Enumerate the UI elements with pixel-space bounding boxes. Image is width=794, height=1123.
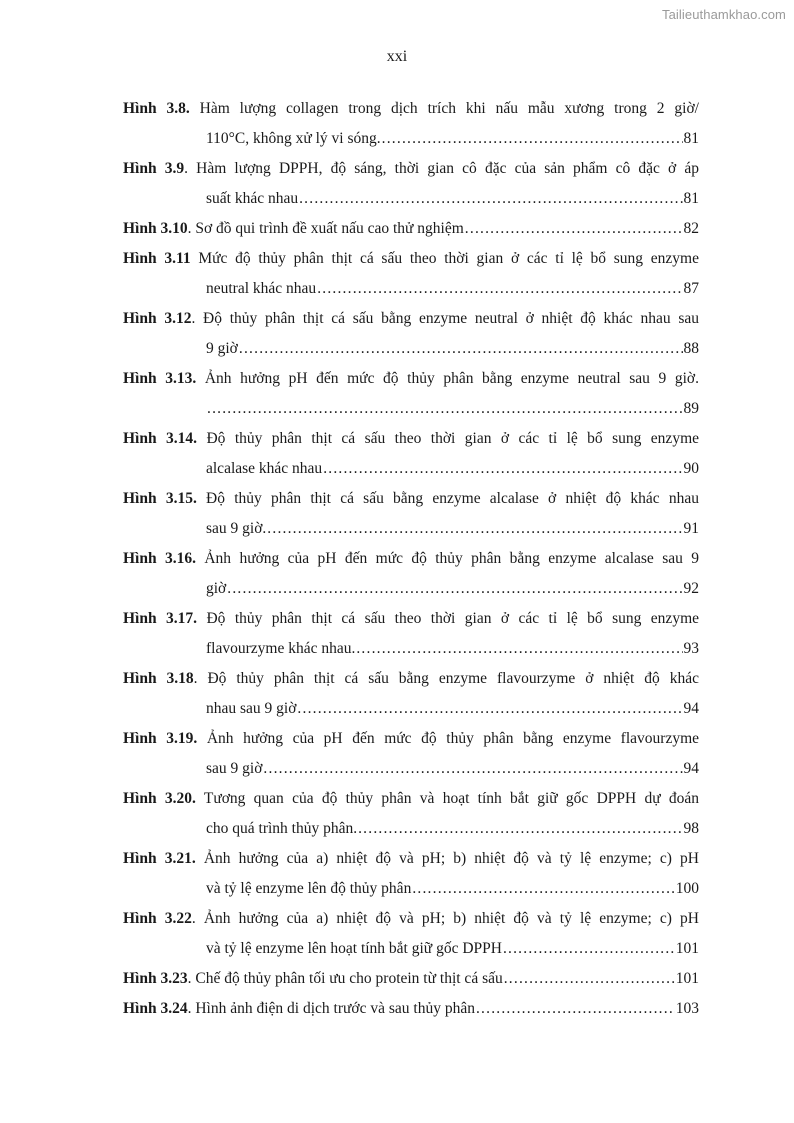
entry-first-line: [123, 664, 699, 694]
entry-continuation-line: [123, 694, 699, 724]
dot-leader: [263, 754, 682, 784]
figure-caption-continued: cho quá trình thủy phân.: [206, 820, 358, 837]
entry-first-line: [123, 484, 699, 514]
figure-label: Hình 3.21.: [123, 850, 196, 867]
figure-list: [123, 94, 699, 1024]
figure-caption: . Chế độ thủy phân tối ưu cho protein từ thịt cá sấu: [187, 970, 503, 987]
figure-label: Hình 3.22: [123, 910, 192, 927]
entry-first-line: [123, 424, 699, 454]
toc-entry-3-17[interactable]: [123, 604, 699, 664]
entry-continuation-line: [123, 634, 699, 664]
watermark: Tailieuthamkhao.com: [661, 7, 786, 22]
figure-label: Hình 3.19.: [123, 730, 198, 747]
toc-entry-3-18[interactable]: [123, 664, 699, 724]
page-ref: 87: [683, 280, 699, 297]
figure-caption: . Độ thủy phân thịt cá sấu bằng enzyme flavourzyme ở nhiệt độ khác: [193, 670, 699, 687]
page-ref: 89: [683, 400, 699, 417]
figure-caption: Ảnh hưởng pH đến mức độ thủy phân bằng enzyme neutral sau 9 giờ.: [196, 370, 699, 387]
toc-entry-3-8[interactable]: [123, 94, 699, 154]
dot-leader: [504, 964, 675, 994]
dot-leader: [356, 634, 682, 664]
dot-leader: [317, 274, 682, 304]
dot-leader: [227, 574, 682, 604]
page-ref: 82: [683, 220, 699, 237]
figure-label: Hình 3.18: [123, 670, 194, 687]
figure-label: Hình 3.20.: [123, 790, 196, 807]
figure-caption: Độ thủy phân thịt cá sấu theo thời gian ở các tỉ lệ bổ sung enzyme: [197, 430, 699, 447]
page-ref: 81: [683, 190, 699, 207]
figure-caption-continued: nhau sau 9 giờ: [206, 700, 297, 717]
toc-entry-3-19[interactable]: [123, 724, 699, 784]
toc-entry-3-20[interactable]: [123, 784, 699, 844]
entry-first-line: [123, 154, 699, 184]
figure-caption: Độ thủy phân thịt cá sấu theo thời gian ở các tỉ lệ bổ sung enzyme: [197, 610, 699, 627]
figure-caption: . Ảnh hưởng của a) nhiệt độ và pH; b) nhiệt độ và tỷ lệ enzyme; c) pH: [191, 910, 699, 927]
entry-continuation-line: [123, 874, 699, 904]
page-ref: 94: [683, 760, 699, 777]
entry-first-line: [123, 844, 699, 874]
figure-caption: Ảnh hưởng của pH đến mức độ thủy phân bằng enzyme flavourzyme: [197, 730, 699, 747]
figure-caption: . Hình ảnh điện di dịch trước và sau thủy phân: [187, 1000, 475, 1017]
figure-caption: Ảnh hưởng của pH đến mức độ thủy phân bằng enzyme alcalase sau 9: [195, 550, 699, 567]
figure-caption-continued: sau 9 giờ.: [206, 520, 267, 537]
toc-entry-3-21[interactable]: [123, 844, 699, 904]
figure-caption-continued: và tỷ lệ enzyme lên độ thủy phân: [206, 880, 412, 897]
figure-caption: . Hàm lượng DPPH, độ sáng, thời gian cô đặc của sản phẩm cô đặc ở áp: [184, 160, 699, 177]
figure-label: Hình 3.12: [123, 310, 192, 327]
figure-caption-continued: alcalase khác nhau: [206, 460, 323, 477]
page-ref: 81: [683, 130, 699, 147]
page-ref: 101: [675, 940, 699, 957]
entry-continuation-line: [123, 274, 699, 304]
figure-label: Hình 3.23: [123, 970, 188, 987]
entry-first-line: [123, 904, 699, 934]
figure-caption: Hàm lượng collagen trong dịch trích khi nấu mẫu xương trong 2 giờ/: [189, 100, 699, 117]
figure-caption-continued: giờ: [206, 580, 227, 597]
page-number: xxi: [386, 48, 408, 65]
figure-label: Hình 3.10: [123, 220, 188, 237]
figure-caption-continued: và tỷ lệ enzyme lên hoạt tính bắt giữ gốc DPPH: [206, 940, 502, 957]
page-ref: 90: [683, 460, 699, 477]
figure-label: Hình 3.8.: [123, 100, 190, 117]
dot-leader: [207, 394, 683, 424]
figure-caption-continued: flavourzyme khác nhau.: [206, 640, 356, 657]
dot-leader: [412, 874, 674, 904]
toc-entry-3-13[interactable]: [123, 364, 699, 424]
figure-caption-continued: neutral khác nhau: [206, 280, 317, 297]
figure-caption-continued: suất khác nhau: [206, 190, 299, 207]
dot-leader: [323, 454, 682, 484]
dot-leader: [382, 124, 683, 154]
entry-continuation-line: [123, 814, 699, 844]
figure-caption-continued: 9 giờ: [206, 340, 238, 357]
figure-label: Hình 3.14.: [123, 430, 198, 447]
figure-label: Hình 3.24: [123, 1000, 188, 1017]
figure-caption: Mức độ thủy phân thịt cá sấu theo thời gian ở các tỉ lệ bổ sung enzyme: [190, 250, 699, 267]
page-ref: 98: [683, 820, 699, 837]
entry-single-line: [123, 214, 699, 244]
page-ref: 100: [675, 880, 699, 897]
dot-leader: [503, 934, 675, 964]
figure-label: Hình 3.13.: [123, 370, 197, 387]
page-ref: 101: [675, 970, 699, 987]
figure-caption: Ảnh hưởng của a) nhiệt độ và pH; b) nhiệt độ và tỷ lệ enzyme; c) pH: [195, 850, 699, 867]
entry-continuation-line: [123, 454, 699, 484]
entry-first-line: [123, 544, 699, 574]
dot-leader: [476, 994, 675, 1024]
page-ref: 103: [675, 1000, 699, 1017]
page-ref: 91: [683, 520, 699, 537]
toc-entry-3-14[interactable]: [123, 424, 699, 484]
page-ref: 92: [683, 580, 699, 597]
page-ref: 94: [683, 700, 699, 717]
toc-entry-3-12[interactable]: [123, 304, 699, 364]
figure-caption: . Độ thủy phân thịt cá sấu bằng enzyme neutral ở nhiệt độ khác nhau sau: [191, 310, 699, 327]
entry-first-line: [123, 304, 699, 334]
figure-caption: Độ thủy phân thịt cá sấu bằng enzyme alcalase ở nhiệt độ khác nhau: [196, 490, 699, 507]
dot-leader: [465, 214, 683, 244]
toc-entry-3-10[interactable]: [123, 214, 699, 244]
entry-first-line: [123, 604, 699, 634]
entry-continuation-line: [123, 574, 699, 604]
entry-first-line: [123, 94, 699, 124]
entry-continuation-line: [123, 934, 699, 964]
figure-label: Hình 3.9: [123, 160, 185, 177]
figure-label: Hình 3.15.: [123, 490, 197, 507]
entry-first-line: [123, 724, 699, 754]
toc-entry-3-11[interactable]: [123, 244, 699, 304]
entry-first-line: [123, 244, 699, 274]
dot-leader: [297, 694, 682, 724]
figure-caption: Tương quan của độ thủy phân và hoạt tính bắt giữ gốc DPPH dự đoán: [195, 790, 699, 807]
dot-leader: [239, 334, 683, 364]
figure-caption-continued: 110°C, không xử lý vi sóng.: [206, 130, 381, 147]
figure-label: Hình 3.11: [123, 250, 191, 267]
figure-caption: . Sơ đồ qui trình đề xuất nấu cao thử nghiệm: [187, 220, 464, 237]
dot-leader: [299, 184, 682, 214]
dot-leader: [267, 514, 682, 544]
toc-entry-3-23[interactable]: [123, 964, 699, 994]
figure-label: Hình 3.16.: [123, 550, 196, 567]
entry-continuation-line: [123, 754, 699, 784]
toc-entry-3-15[interactable]: [123, 484, 699, 544]
entry-continuation-line: [123, 394, 699, 424]
dot-leader: [358, 814, 682, 844]
entry-single-line: [123, 994, 699, 1024]
entry-continuation-line: [123, 334, 699, 364]
page-ref: 88: [683, 340, 699, 357]
page-ref: 93: [683, 640, 699, 657]
toc-entry-3-16[interactable]: [123, 544, 699, 604]
toc-entry-3-22[interactable]: [123, 904, 699, 964]
entry-first-line: [123, 364, 699, 394]
toc-entry-3-24[interactable]: [123, 994, 699, 1024]
toc-entry-3-9[interactable]: [123, 154, 699, 214]
entry-first-line: [123, 784, 699, 814]
entry-single-line: [123, 964, 699, 994]
entry-continuation-line: [123, 514, 699, 544]
figure-caption-continued: sau 9 giờ: [206, 760, 263, 777]
entry-continuation-line: [123, 184, 699, 214]
figure-label: Hình 3.17.: [123, 610, 198, 627]
entry-continuation-line: [123, 124, 699, 154]
